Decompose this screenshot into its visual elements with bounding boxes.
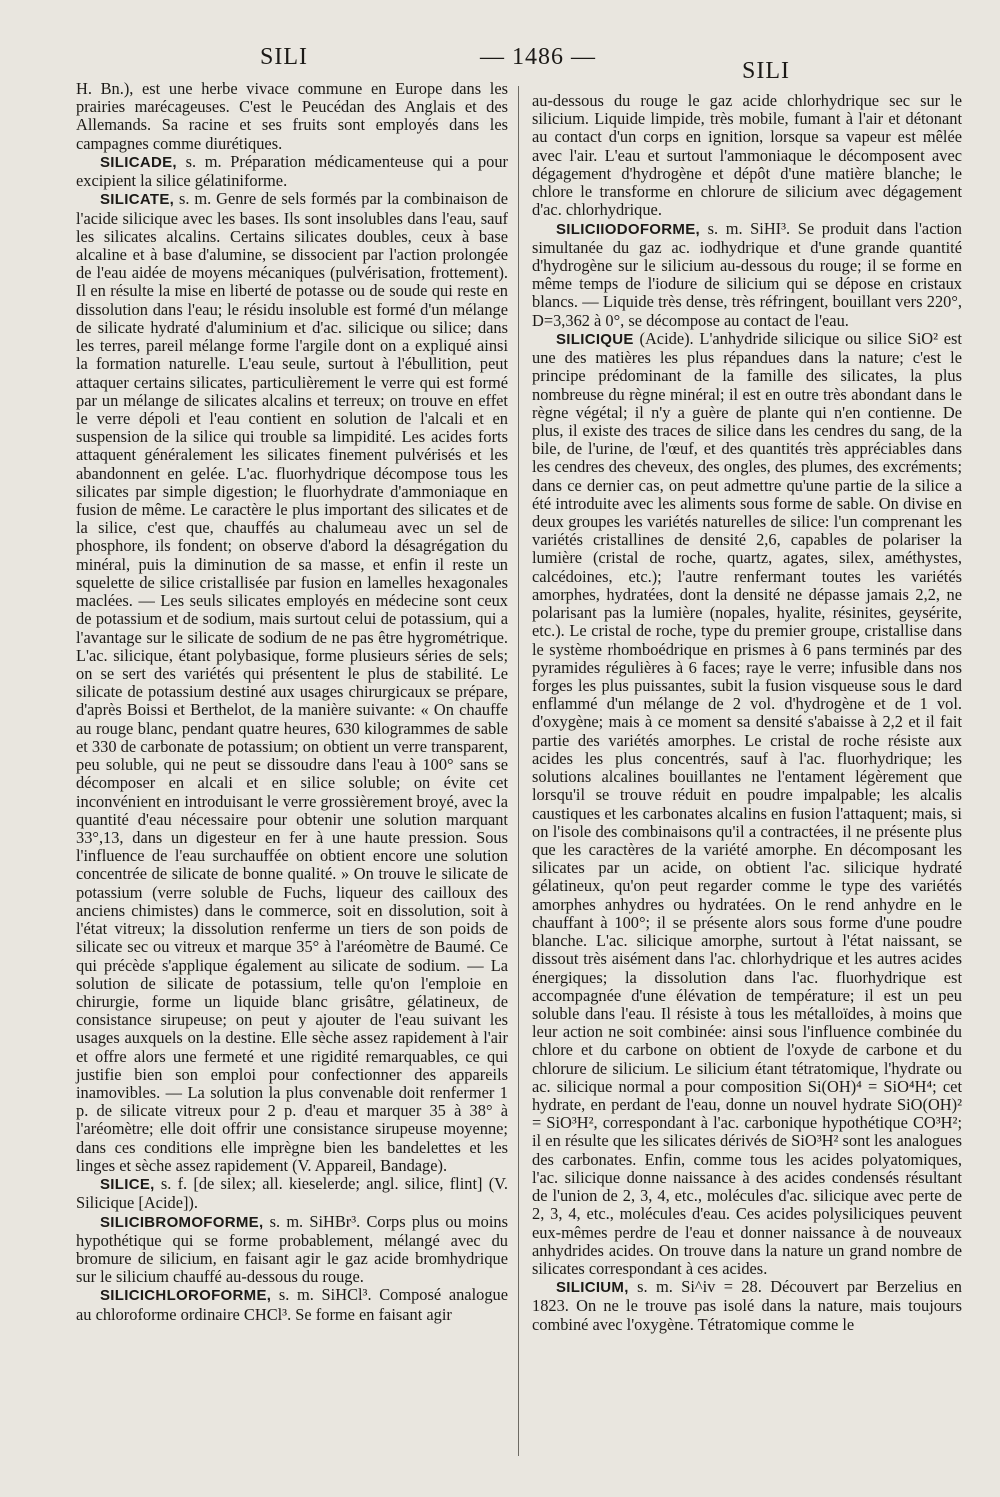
entry-text: s. m. Si^iv = 28. Découvert par Berzelius en 1823. On ne le trouve pas isolé dans la nature, mais toujours combiné avec l'oxygène. Tétratomique comme le bbox=[532, 1277, 962, 1334]
dictionary-entry bbox=[76, 1175, 508, 1212]
entry-headword: SILICIBROMOFORME, bbox=[100, 1213, 264, 1231]
entry-continuation bbox=[532, 92, 962, 220]
entry-text: (Acide). L'anhydride silicique ou silice SiO² est une des matières les plus répandues dans la nature; c'est le principe prédominant de la famille des silicates, la plus nombreuse du règne minéral; il est en outre très abondant dans le règne végétal; il n'y a guère de plante qui n'en contienne. De plus, il existe des traces de silice dans les cendres du sang, de la bile, de l'urine, de l'œuf, et des quantités très appréciables dans les cendres des cheveux, des ongles, des plumes, des excréments; dans ce dernier cas, on peut admettre qu'une partie de la silice a été introduite avec les aliments sous forme de sable. On divise en deux groupes les variétés naturelles de silice: l'un comprenant les variétés cristallines de densité 2,6, capables de polariser la lumière (cristal de roche, quartz, agates, silex, améthystes, calcédoines, etc.); l'autre renfermant toutes les variétés amorphes, hydratées, dont la densité ne dépasse jamais 2,2, ne polarisant pas la lumière (nopales, hyalite, résinites, geysérite, etc.). Le cristal de roche, type du premier groupe, cristallise dans le système rhomboédrique en prismes à 6 pans terminés par des pyramides régulières à 6 faces; raye le verre; infusible dans nos forges les plus puissantes, subit la fusion visqueuse sous le dard enflammé d'un mélange de 2 vol. d'hydrogène et de 1 vol. d'oxygène; mais à ce moment sa densité s'abaisse à 2,2 et il fait partie des variétés amorphes. Le cristal de roche résiste aux acides les plus concentrés, sauf à l'ac. fluorhydrique; les solutions alcalines bouillantes ne l'entament légèrement que lorsqu'il se trouve réduit en poudre impalpable; les alcalis caustiques et les carbonates alcalins en fusion l'attaquent; mais, si on l'isole des combinaisons qu'il a contractées, il ne présente plus que les caractères de la variété amorphe. En décomposant les silicates par un acide, on obtient l'ac. silicique hydraté gélatineux, qu'on peut regarder comme le type des variétés amorphes anhydres ou hydratées. On le rend anhydre en le chauffant à 100°; il se présente alors sous forme d'une poudre blanche. L'ac. silicique amorphe, surtout à l'état naissant, se dissout très aisément dans l'ac. chlorhydrique et les autres acides énergiques; la dissolution dans l'ac. fluorhydrique est accompagnée d'une élévation de température; il est un peu soluble dans l'eau. Il résiste à tous les métalloïdes, à moins que leur action ne soit combinée: ainsi sous l'influence combinée du chlore et du carbone on obtient de l'oxyde de carbone et du chlorure de silicium. Le silicium étant tétratomique, l'hydrate ou ac. silicique normal a pour composition Si(OH)⁴ = SiO⁴H⁴; cet hydrate, en perdant de l'eau, donne un nouvel hydrate SiO(OH)² = SiO³H², correspondant à l'ac. carbonique hypothétique CO³H²; il en résulte que les silicates dérivés de SiO³H² sont les analogues des carbonates. Enfin, comme tous les acides polyatomiques, l'ac. silicique donne naissance à des acides condensés résultant de l'union de 2, 3, 4, etc., molécules d'ac. silicique avec perte de 2, 3, 4, etc., molécules d'eau. Ces acides polysiliciques peuvent eux-mêmes perdre de l'eau et donner naissance à de nouveaux anhydrides acides. On trouve dans la nature un grand nombre de silicates correspondant à ces acides. bbox=[532, 328, 962, 1278]
page-number: — 1486 — bbox=[480, 44, 596, 70]
entry-headword: SILICIUM, bbox=[556, 1279, 629, 1297]
entry-continuation bbox=[76, 80, 508, 153]
running-head-right: SILI bbox=[742, 58, 790, 84]
running-head bbox=[60, 44, 940, 84]
entry-headword: SILICADE, bbox=[100, 153, 177, 171]
entry-text: s. f. [de silex; all. kieselerde; angl. silice, flint] (V. Silicique [Acide]). bbox=[76, 1174, 508, 1213]
entry-headword: SILICIIODOFORME, bbox=[556, 220, 700, 238]
running-head-left: SILI bbox=[260, 44, 308, 70]
entry-headword: SILICE, bbox=[100, 1176, 155, 1194]
dictionary-entry bbox=[532, 220, 962, 330]
dictionary-entry bbox=[76, 190, 508, 1175]
dictionary-entry bbox=[76, 1286, 508, 1323]
entry-headword: SILICATE, bbox=[100, 191, 175, 209]
left-column bbox=[76, 80, 508, 1324]
entry-text: au-dessous du rouge le gaz acide chlorhydrique sec sur le silicium. Liquide limpide, très mobile, fumant à l'air et détonant au contact d'un corps en ignition, lorsque sa vapeur est mêlée avec l'air. L'eau et surtout l'ammoniaque le décomposent avec dégagement d'hydrogène et dépôt d'une matière blanche; le chlore le transforme en chlorure de silicium avec dégagement d'ac. chlorhydrique. bbox=[532, 91, 962, 220]
entry-text: H. Bn.), est une herbe vivace commune en Europe dans les prairies marécageuses. C'est le Peucédan des Anglais et des Allemands. Sa racine et ses fruits sont employés dans les campagnes comme diurétiques. bbox=[76, 79, 508, 153]
column-divider bbox=[518, 86, 519, 1456]
right-column bbox=[532, 92, 962, 1334]
entry-text: s. m. SiHCl³. Composé analogue au chloroforme ordinaire CHCl³. Se forme en faisant agir bbox=[76, 1285, 508, 1324]
dictionary-entry bbox=[532, 330, 962, 1278]
dictionary-entry bbox=[76, 153, 508, 190]
entry-headword: SILICICHLOROFORME, bbox=[100, 1287, 272, 1305]
entry-text: s. m. Genre de sels formés par la combinaison de l'acide silicique avec les bases. Ils sont insolubles dans l'eau, sauf les silicates alcalins. Certains silicates doubles, ceux à base alcaline et à base d'alumine, se dissocient par l'action prolongée de l'eau aidée de moyens mécaniques (pulvérisation, frottement). Il en résulte la mise en liberté de potasse ou de soude qui reste en dissolution dans l'eau; le résidu insoluble est formé d'un mélange de silicate hydraté d'aluminium et d'ac. silicique ou silice; dans les terres, pareil mélange forme l'argile dont on a expliqué ainsi la formation naturelle. L'eau seule, surtout à l'ébullition, peut attaquer certains silicates, particulièrement le verre qui est formé par un mélange de silicates alcalins et terreux; on trouve en effet le verre dépoli et l'eau contient en solution de l'alcali et en suspension de la silice qui trouble sa limpidité. Les acides forts attaquent généralement les silicates finement pulvérisés et les abandonnent en gelée. L'ac. fluorhydrique décompose tous les silicates par simple digestion; le fluorhydrate d'ammoniaque en fusion de même. Le caractère le plus important des silicates et de la silice, c'est que, chauffés au chalumeau avec un sel de phosphore, ils fondent; on observe d'abord la désagrégation du minéral, puis la diminution de sa masse, et enfin il reste un squelette de silice cristallisée par fusion en lamelles hexagonales maclées. — Les seuls silicates employés en médecine sont ceux de potassium et de sodium, mais surtout celui de potassium, qui a l'avantage sur le silicate de sodium de ne pas être hygrométrique. L'ac. silicique, étant polybasique, forme plusieurs séries de sels; on se sert des variétés qui présentent le plus de stabilité. Le silicate de potassium destiné aux usages chirurgicaux se prépare, d'après Boissi et Berthelot, de la manière suivante: « On chauffe au rouge blanc, pendant quatre heures, 630 kilogrammes de sable et 330 de carbonate de potassium; on obtient un verre transparent, peu soluble, qui ne peut se dissoudre dans l'eau à 100° sans se décomposer en alcali et en silice soluble; on évite cet inconvénient en introduisant le verre grossièrement broyé, avec la quantité d'eau nécessaire pour obtenir une solution marquant 33°,13, dans un digesteur en fer à une haute pression. Sous l'influence de l'eau surchauffée on obtient encore une solution concentrée de silicate de bonne qualité. » On trouve le silicate de potassium (verre soluble de Fuchs, liqueur des cailloux des anciens chimistes) dans le commerce, soit en dissolution, soit à l'état vitreux; la dissolution renferme un tiers de son poids de silicate sec ou vitreux et marque 35° à l'aréomètre de Baumé. Ce qui précède s'applique également au silicate de sodium. — La solution de silicate de potassium, telle qu'on l'emploie en chirurgie, forme un liquide blanc grisâtre, gélatineux, de consistance sirupeuse; on peut y ajouter de l'eau suivant les usages auxquels on la destine. Elle sèche assez rapidement à l'air et offre alors une fermeté et une rigidité remarquables, ce qui justifie bien son emploi pour confectionner des appareils inamovibles. — La solution la plus convenable doit renfermer 1 p. de silicate vitreux pour 2 p. d'eau et marquer 35 à 38° à l'aréomètre; elle doit offrir une consistance sirupeuse moyenne; dans ces conditions elle imprègne bien les bandelettes et les linges et sèche assez rapidement (V. Appareil, Bandage). bbox=[76, 189, 508, 1175]
entry-text: s. m. SiHI³. Se produit dans l'action simultanée du gaz ac. iodhydrique et d'une grande quantité d'hydrogène sur le silicium au-dessous du rouge; il se forme en même temps de l'iodure de silicium qui se dépose en cristaux blancs. — Liquide très dense, très réfringent, bouillant vers 220°, D=3,362 à 0°, se décompose au contact de l'eau. bbox=[532, 218, 962, 330]
entry-text: s. m. SiHBr³. Corps plus ou moins hypothétique qui se forme probablement, mélangé avec du bromure de silicium, en faisant agir le gaz acide bromhydrique sur le silicium chauffé au-dessous du rouge. bbox=[76, 1211, 508, 1287]
entry-text: s. m. Préparation médicamenteuse qui a pour excipient la silice gélatiniforme. bbox=[76, 151, 508, 191]
dictionary-entry bbox=[532, 1278, 962, 1334]
dictionary-entry bbox=[76, 1213, 508, 1287]
entry-headword: SILICIQUE bbox=[556, 330, 634, 348]
